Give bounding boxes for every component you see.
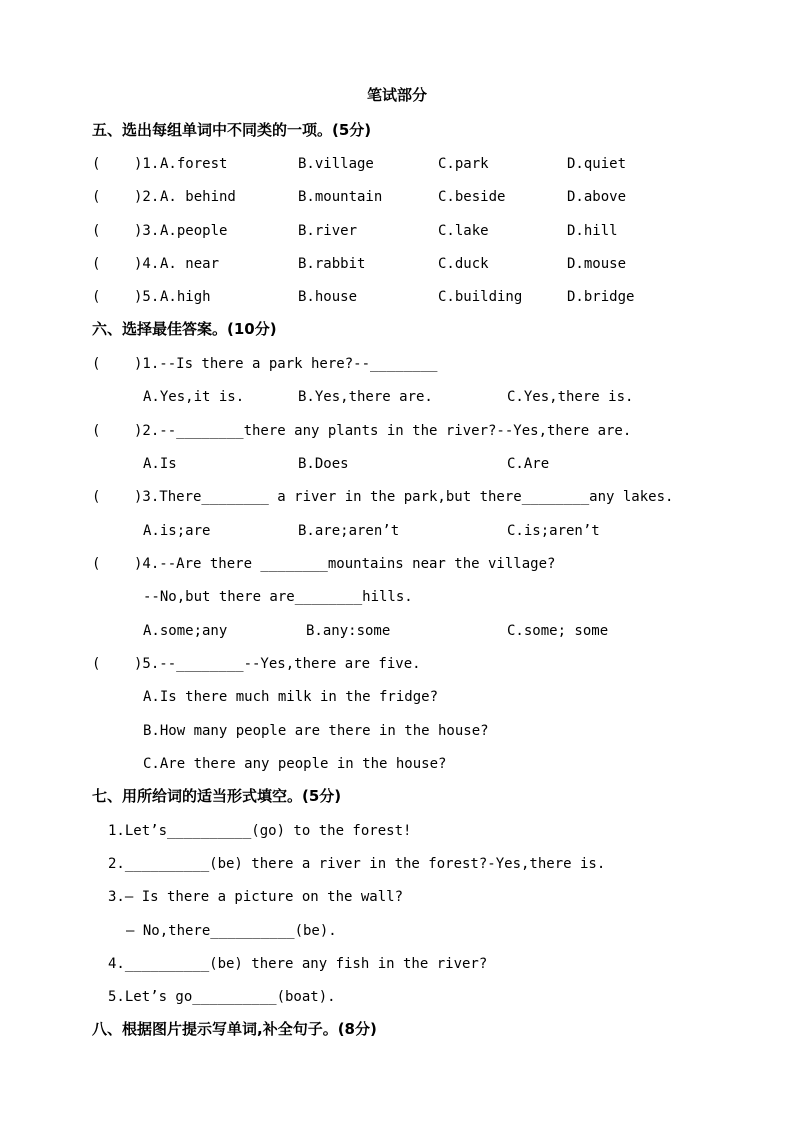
s6-options-3 xyxy=(0,520,794,542)
option-c: C.Yes,there is. xyxy=(507,389,634,405)
s6-options-4 xyxy=(0,620,794,642)
answer-paren: ( xyxy=(92,656,101,672)
option-b: B.How many people are there in the house? xyxy=(143,723,489,739)
option-a: A. behind xyxy=(160,189,236,205)
s6-options-2 xyxy=(0,453,794,475)
option-b: B.any:some xyxy=(306,623,391,639)
option-d: D.mouse xyxy=(567,256,627,272)
question-text: )1.--Is there a park here?--________ xyxy=(134,356,438,372)
section7-heading: 七、用所给词的适当形式填空。(5分) xyxy=(92,787,342,805)
answer-paren: ( xyxy=(92,356,101,372)
answer-paren: ( xyxy=(92,156,101,172)
s5-question-3 xyxy=(0,220,794,242)
s5-question-2 xyxy=(0,186,794,208)
option-d: D.bridge xyxy=(567,289,635,305)
option-b: B.village xyxy=(298,156,374,172)
question-text-line2: --No,but there are________hills. xyxy=(143,589,413,605)
option-b: B.Does xyxy=(298,456,349,472)
option-b: B.are;aren’t xyxy=(298,523,400,539)
option-c: C.is;aren’t xyxy=(507,523,600,539)
question-number: )5. xyxy=(134,289,160,305)
fill-blank-3-answer: — No,there__________(be). xyxy=(126,923,337,939)
option-a: A.Is xyxy=(143,456,177,472)
s6-question-4 xyxy=(0,553,794,575)
option-d: D.hill xyxy=(567,223,618,239)
option-b: B.house xyxy=(298,289,358,305)
option-a: A.Is there much milk in the fridge? xyxy=(143,689,439,705)
answer-paren: ( xyxy=(92,556,101,572)
answer-paren: ( xyxy=(92,489,101,505)
fill-blank-3: 3.— Is there a picture on the wall? xyxy=(108,889,404,905)
option-a: A. near xyxy=(160,256,220,272)
option-a: A.people xyxy=(160,223,228,239)
s5-question-5 xyxy=(0,286,794,308)
option-c: C.lake xyxy=(438,223,489,239)
fill-blank-4: 4.__________(be) there any fish in the river? xyxy=(108,956,488,972)
option-b: B.river xyxy=(298,223,358,239)
question-number: )4. xyxy=(134,256,160,272)
fill-blank-5: 5.Let’s go__________(boat). xyxy=(108,989,336,1005)
answer-paren: ( xyxy=(92,256,101,272)
option-b: B.rabbit xyxy=(298,256,366,272)
question-number: )2. xyxy=(134,189,160,205)
answer-paren: ( xyxy=(92,289,101,305)
option-a: A.Yes,it is. xyxy=(143,389,245,405)
option-d: D.quiet xyxy=(567,156,627,172)
question-number: )1. xyxy=(134,156,160,172)
answer-paren: ( xyxy=(92,189,101,205)
option-a: A.forest xyxy=(160,156,228,172)
question-text: )5.--________--Yes,there are five. xyxy=(134,656,421,672)
option-b: B.Yes,there are. xyxy=(298,389,433,405)
s6-options-1 xyxy=(0,386,794,408)
option-c: C.beside xyxy=(438,189,506,205)
section8-heading: 八、根据图片提示写单词,补全句子。(8分) xyxy=(92,1020,377,1038)
s6-question-1 xyxy=(0,353,794,375)
option-c: C.Are there any people in the house? xyxy=(143,756,447,772)
s5-question-4 xyxy=(0,253,794,275)
option-a: A.some;any xyxy=(143,623,228,639)
s6-question-2 xyxy=(0,420,794,442)
option-c: C.Are xyxy=(507,456,550,472)
option-a: A.high xyxy=(160,289,211,305)
option-b: B.mountain xyxy=(298,189,383,205)
question-text: )2.--________there any plants in the river?--Yes,there are. xyxy=(134,423,632,439)
fill-blank-1: 1.Let’s__________(go) to the forest! xyxy=(108,823,412,839)
question-text: )4.--Are there ________mountains near the village? xyxy=(134,556,556,572)
fill-blank-2: 2.__________(be) there a river in the forest?-Yes,there is. xyxy=(108,856,606,872)
s5-question-1 xyxy=(0,153,794,175)
answer-paren: ( xyxy=(92,223,101,239)
option-c: C.duck xyxy=(438,256,489,272)
question-text: )3.There________ a river in the park,but there________any lakes. xyxy=(134,489,674,505)
s6-question-3 xyxy=(0,486,794,508)
section5-heading: 五、选出每组单词中不同类的一项。(5分) xyxy=(92,121,372,139)
option-a: A.is;are xyxy=(143,523,211,539)
s6-question-5 xyxy=(0,653,794,675)
option-c: C.park xyxy=(438,156,489,172)
option-d: D.above xyxy=(567,189,627,205)
section6-heading: 六、选择最佳答案。(10分) xyxy=(92,320,277,338)
option-c: C.building xyxy=(438,289,523,305)
question-number: )3. xyxy=(134,223,160,239)
page-title: 笔试部分 xyxy=(366,86,427,104)
option-c: C.some; some xyxy=(507,623,609,639)
answer-paren: ( xyxy=(92,423,101,439)
